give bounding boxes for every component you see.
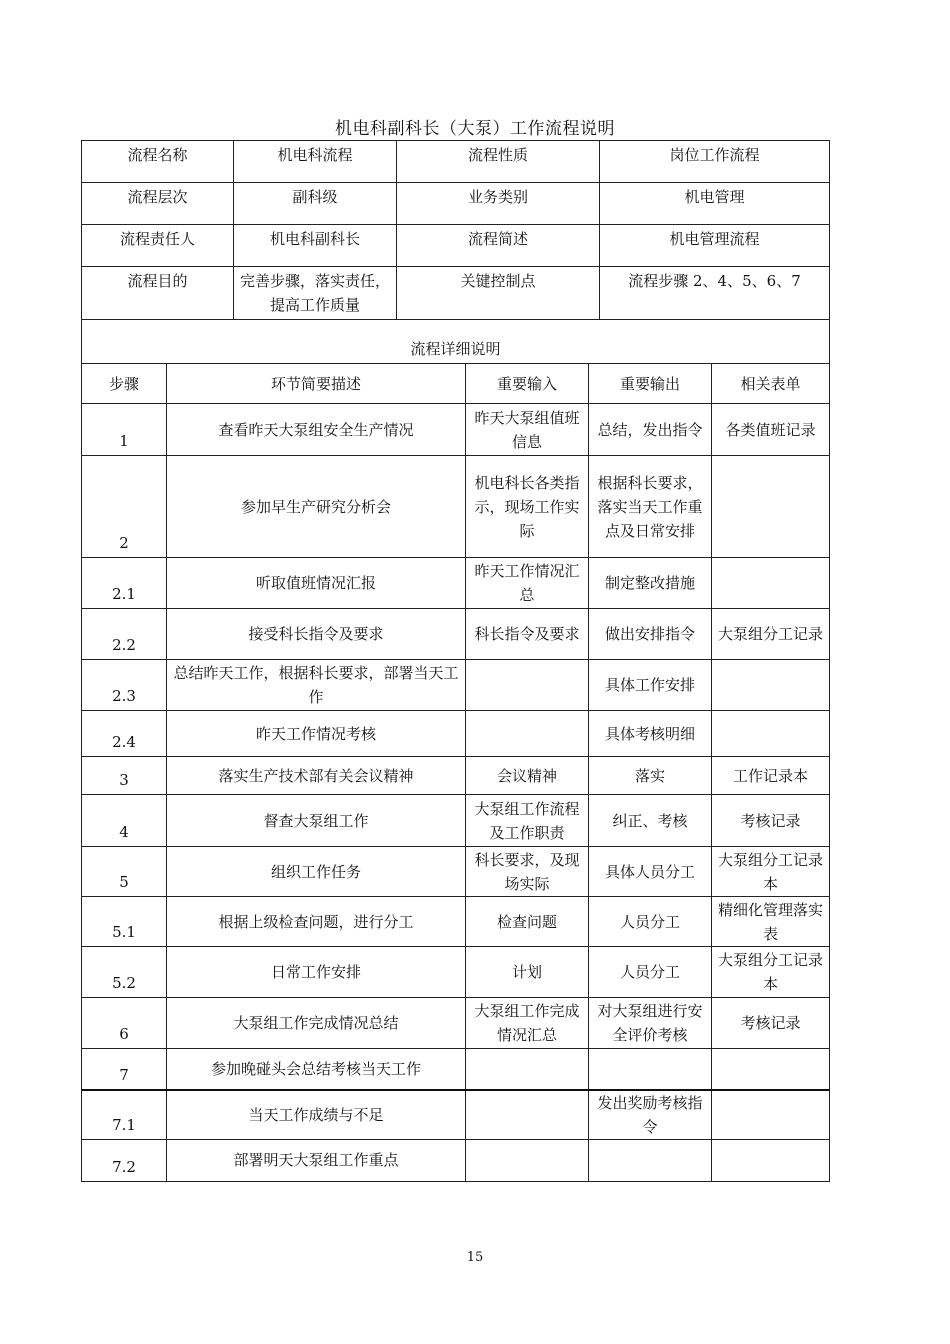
section-heading-row <box>82 320 830 364</box>
step-input: 检查问题 <box>466 897 589 947</box>
value-process-name: 机电科流程 <box>234 141 397 183</box>
label-process-purpose: 流程目的 <box>82 267 234 320</box>
meta-row-owner <box>82 225 830 267</box>
value-business-type: 机电管理 <box>600 183 830 225</box>
step-input: 机电科长各类指示，现场工作实际 <box>466 456 589 558</box>
document-title: 机电科副科长（大泵）工作流程说明 <box>335 119 615 139</box>
step-input: 大泵组工作流程及工作职责 <box>466 795 589 847</box>
section-heading: 流程详细说明 <box>82 320 830 364</box>
step-description: 查看昨天大泵组安全生产情况 <box>167 404 466 456</box>
table-row <box>82 947 830 998</box>
value-process-owner: 机电科副科长 <box>234 225 397 267</box>
table-row <box>82 1090 830 1140</box>
step-output: 制定整改措施 <box>589 558 712 609</box>
step-input: 大泵组工作完成情况汇总 <box>466 998 589 1049</box>
meta-row-level <box>82 183 830 225</box>
table-row <box>82 660 830 711</box>
step-number: 7.2 <box>82 1139 167 1181</box>
table-row <box>82 711 830 757</box>
table-row <box>82 757 830 795</box>
step-input: 会议精神 <box>466 757 589 795</box>
header-forms: 相关表单 <box>712 364 830 404</box>
step-number: 5.1 <box>82 897 167 947</box>
value-process-level: 副科级 <box>234 183 397 225</box>
step-number: 2.3 <box>82 660 167 711</box>
step-input <box>466 1139 589 1181</box>
table-row <box>82 1049 830 1090</box>
step-forms <box>712 1139 830 1181</box>
step-output: 对大泵组进行安全评价考核 <box>589 998 712 1049</box>
step-forms: 大泵组分工记录本 <box>712 847 830 897</box>
step-description: 督查大泵组工作 <box>167 795 466 847</box>
step-description: 总结昨天工作，根据科长要求，部署当天工作 <box>167 660 466 711</box>
step-output: 纠正、考核 <box>589 795 712 847</box>
steps-body <box>82 364 830 1182</box>
step-number: 7 <box>82 1049 167 1090</box>
step-forms <box>712 1049 830 1090</box>
step-description: 组织工作任务 <box>167 847 466 897</box>
table-row <box>82 795 830 847</box>
step-output: 做出安排指令 <box>589 609 712 660</box>
step-forms: 各类值班记录 <box>712 404 830 456</box>
page-number: 15 <box>466 1250 484 1265</box>
step-description: 大泵组工作完成情况总结 <box>167 998 466 1049</box>
step-input <box>466 1049 589 1090</box>
step-forms: 大泵组分工记录 <box>712 609 830 660</box>
step-forms: 工作记录本 <box>712 757 830 795</box>
step-input: 昨天工作情况汇总 <box>466 558 589 609</box>
step-output <box>589 1049 712 1090</box>
step-description: 根据上级检查问题，进行分工 <box>167 897 466 947</box>
label-process-name: 流程名称 <box>82 141 234 183</box>
step-forms: 考核记录 <box>712 795 830 847</box>
table-row <box>82 1139 830 1181</box>
step-input: 昨天大泵组值班信息 <box>466 404 589 456</box>
step-description: 部署明天大泵组工作重点 <box>167 1139 466 1181</box>
process-steps-table <box>81 363 830 1182</box>
table-row <box>82 847 830 897</box>
step-forms <box>712 711 830 757</box>
table-row <box>82 558 830 609</box>
value-key-control: 流程步骤 2、4、5、6、7 <box>600 267 830 320</box>
value-process-summary: 机电管理流程 <box>600 225 830 267</box>
label-process-summary: 流程简述 <box>397 225 600 267</box>
step-forms: 考核记录 <box>712 998 830 1049</box>
step-input <box>466 660 589 711</box>
step-description: 参加早生产研究分析会 <box>167 456 466 558</box>
label-process-level: 流程层次 <box>82 183 234 225</box>
table-row <box>82 456 830 558</box>
step-forms <box>712 558 830 609</box>
value-process-nature: 岗位工作流程 <box>600 141 830 183</box>
step-output: 人员分工 <box>589 897 712 947</box>
step-number: 2.2 <box>82 609 167 660</box>
step-number: 5.2 <box>82 947 167 998</box>
step-description: 落实生产技术部有关会议精神 <box>167 757 466 795</box>
label-key-control: 关键控制点 <box>397 267 600 320</box>
step-output <box>589 1139 712 1181</box>
step-forms <box>712 660 830 711</box>
step-forms <box>712 1090 830 1140</box>
step-description: 昨天工作情况考核 <box>167 711 466 757</box>
step-number: 7.1 <box>82 1090 167 1140</box>
meta-row-name <box>82 141 830 183</box>
step-number: 2.1 <box>82 558 167 609</box>
step-number: 4 <box>82 795 167 847</box>
header-output: 重要输出 <box>589 364 712 404</box>
step-number: 3 <box>82 757 167 795</box>
process-info-table <box>81 140 830 364</box>
step-description: 日常工作安排 <box>167 947 466 998</box>
step-output: 具体人员分工 <box>589 847 712 897</box>
meta-row-purpose <box>82 267 830 320</box>
table-row <box>82 998 830 1049</box>
step-forms: 大泵组分工记录本 <box>712 947 830 998</box>
header-input: 重要输入 <box>466 364 589 404</box>
table-row <box>82 897 830 947</box>
step-input <box>466 711 589 757</box>
table-row <box>82 609 830 660</box>
step-description: 接受科长指令及要求 <box>167 609 466 660</box>
step-input: 计划 <box>466 947 589 998</box>
step-input <box>466 1090 589 1140</box>
step-number: 1 <box>82 404 167 456</box>
step-number: 2.4 <box>82 711 167 757</box>
step-number: 2 <box>82 456 167 558</box>
label-business-type: 业务类别 <box>397 183 600 225</box>
label-process-nature: 流程性质 <box>397 141 600 183</box>
step-description: 当天工作成绩与不足 <box>167 1090 466 1140</box>
step-number: 6 <box>82 998 167 1049</box>
label-process-owner: 流程责任人 <box>82 225 234 267</box>
step-forms <box>712 456 830 558</box>
step-number: 5 <box>82 847 167 897</box>
value-process-purpose: 完善步骤，落实责任，提高工作质量 <box>234 267 397 320</box>
table-row <box>82 404 830 456</box>
step-output: 人员分工 <box>589 947 712 998</box>
steps-header-row <box>82 364 830 404</box>
header-description: 环节简要描述 <box>167 364 466 404</box>
header-step: 步骤 <box>82 364 167 404</box>
step-forms: 精细化管理落实表 <box>712 897 830 947</box>
step-output: 根据科长要求，落实当天工作重点及日常安排 <box>589 456 712 558</box>
step-input: 科长指令及要求 <box>466 609 589 660</box>
step-output: 具体工作安排 <box>589 660 712 711</box>
step-description: 参加晚碰头会总结考核当天工作 <box>167 1049 466 1090</box>
step-output: 发出奖励考核指令 <box>589 1090 712 1140</box>
step-description: 听取值班情况汇报 <box>167 558 466 609</box>
step-input: 科长要求，及现场实际 <box>466 847 589 897</box>
step-output: 落实 <box>589 757 712 795</box>
step-output: 总结，发出指令 <box>589 404 712 456</box>
step-output: 具体考核明细 <box>589 711 712 757</box>
